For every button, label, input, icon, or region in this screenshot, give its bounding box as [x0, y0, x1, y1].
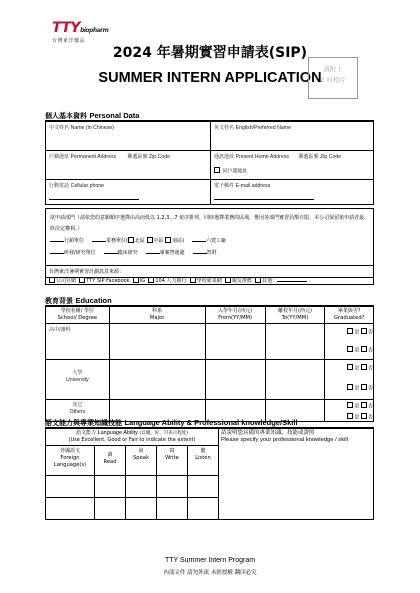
position-row-2: 研發/研究單位 臨床研究 專案營運處 智財: [46, 247, 373, 259]
section-language-heading: 語文能力與專業知識技能 Language Ability & Professional knowledge/Skill: [45, 418, 298, 427]
col-major: 科系 Major: [109, 307, 205, 324]
col-graduated: 畢業與否? Graduated?: [325, 307, 374, 324]
col-school: 學校名稱/ 學位 School/ Degree: [46, 307, 110, 324]
name-chinese-field[interactable]: 中文姓名 Name (in Chinese): [46, 122, 211, 151]
position-row-1: 行銷單位 業務單位( 北區 中區 南區) 六建工廠: [46, 235, 373, 247]
col-foreign-language: 外國語文 Foreign Language(s): [46, 446, 95, 476]
present-address-field[interactable]: 通訊地址 Present Home Address 郵遞區號 Zip Code 同戶籍地址: [211, 151, 374, 180]
col-read: 讀 Read: [95, 446, 126, 476]
col-listen: 聽 Listen: [188, 446, 219, 476]
language-ability-header: 語文能力 Language Ability (以優、好、可表示程度) (Use Excellent, Good or Fair to indicate the extent): [46, 429, 219, 446]
form-title-en: SUMMER INTERN APPLICATION: [98, 70, 322, 86]
col-from: 入學年月(西元) From(YY/MM): [205, 307, 265, 324]
section-personal-heading: 個人基本資料 Personal Data: [45, 111, 140, 120]
source-option-checkbox[interactable]: [49, 277, 55, 283]
school-cell[interactable]: 大學 University: [46, 360, 110, 400]
table-row: 大學 University 是 否 是 否: [46, 360, 374, 400]
english-name-field[interactable]: 英文姓名 English/Preferred Name: [211, 122, 374, 151]
col-to: 離校年月(西元) To(YY/MM): [265, 307, 325, 324]
school-cell[interactable]: 高中/專科: [46, 324, 110, 360]
section-education-heading: 教育背景 Education: [45, 296, 112, 305]
col-write: 寫 Write: [157, 446, 188, 476]
language-table: [45, 428, 374, 520]
cellphone-field[interactable]: 行動電話 Cellular phone: [46, 180, 211, 205]
professional-skill-field[interactable]: 請說明您具備的專業知識、技能或證照 Please specify your professional knowledge / skill: [219, 429, 374, 520]
position-preference-box: 欲申請部門（請依您的意願順序選擇由高而低以 1,2,3…7 依序排列，同時選擇業務的區域，惟因各部門實習員額有限，本公司保留依申請者最終決定權利。） 行銷單位 業務單位( 北區 中區 南區) 六建工廠 研發/研究單位 臨床研究 專案營運處 智財: [45, 208, 374, 278]
same-address-checkbox[interactable]: [214, 167, 220, 173]
source-option-checkbox[interactable]: [148, 277, 154, 283]
education-table: [45, 306, 374, 422]
footer-confidential-note: 內部文件 請勿外流 未經授權 翻印必究: [163, 570, 257, 576]
source-options: 公司官網 TTY SIP Facebook IG 104 人力銀行 學校就業網 親友推薦 其他：: [49, 276, 370, 285]
table-row: 其它 Others 是 否 是 否: [46, 400, 374, 422]
permanent-address-field[interactable]: 戶籍地址 Permanent Address 郵遞區號 Zip Code: [46, 151, 211, 180]
footer-program-name: TTY Summer Intern Program: [164, 557, 256, 564]
source-option-checkbox[interactable]: [225, 277, 231, 283]
photo-placeholder[interactable]: 請附上 2 吋相片: [308, 57, 358, 99]
school-cell[interactable]: 其它 Others: [46, 400, 110, 422]
info-source-box: 台灣東洋暑期實習計劃訊息來源： 公司官網 TTY SIP Facebook IG 104 人力銀行 學校就業網 親友推薦 其他：: [45, 265, 374, 285]
col-speak: 說 Speak: [126, 446, 157, 476]
company-logo: TTYbiopharm 台灣東洋藥品: [52, 20, 109, 44]
source-option-checkbox[interactable]: [255, 277, 261, 283]
table-row: 高中/專科 是 否 是 否: [46, 324, 374, 360]
form-title-zh: 2024 年暑期實習申請表(SIP): [112, 45, 308, 61]
email-field[interactable]: 電子郵件 E-mail address: [211, 180, 374, 205]
source-option-checkbox[interactable]: [190, 277, 196, 283]
personal-data-table: [45, 121, 374, 205]
source-option-checkbox[interactable]: [79, 277, 85, 283]
source-option-checkbox[interactable]: [133, 277, 139, 283]
